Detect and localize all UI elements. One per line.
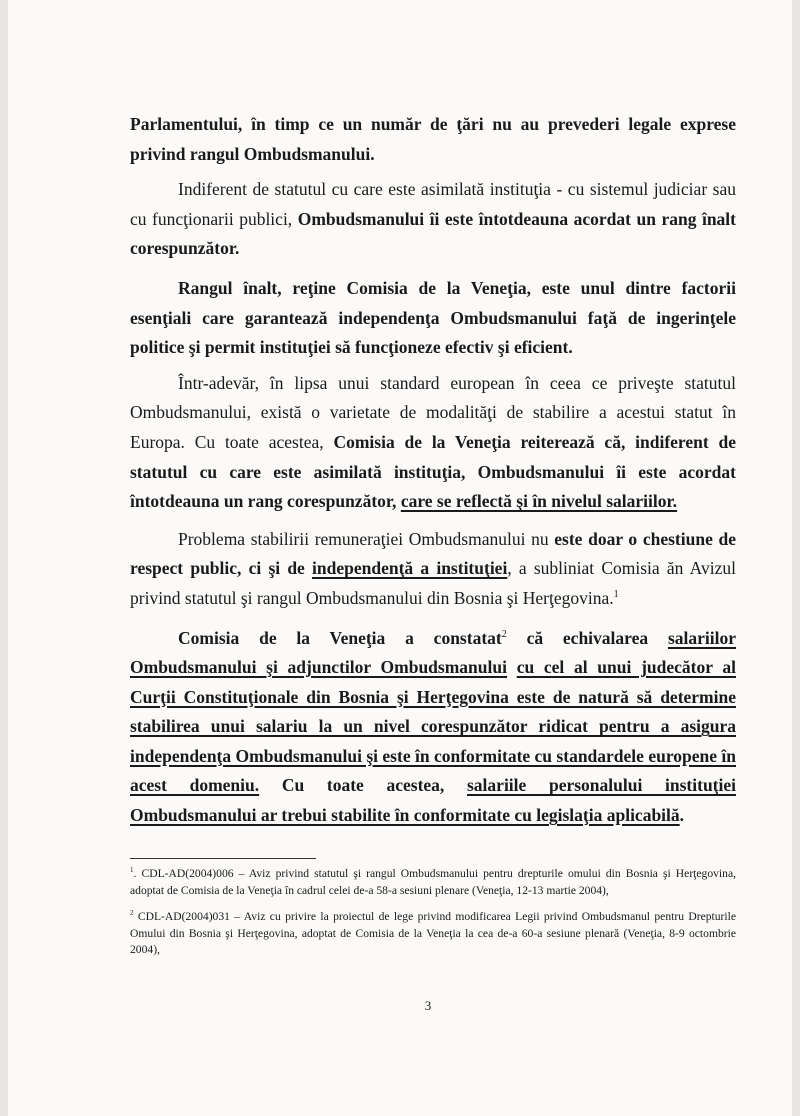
footnote-1: [130, 866, 736, 899]
text-run: Indiferent de statutul cu care este asimilată instituţia - cu sistemul judiciar sau cu funcţionarii publici,: [130, 179, 736, 229]
footnote-reference: 1: [613, 589, 619, 601]
footnote-separator: [130, 858, 316, 859]
text-run-styled: Cu toate acestea,: [259, 775, 467, 796]
text-run: [130, 114, 736, 164]
text-run: [178, 628, 502, 648]
footnote-number: 1: [130, 866, 134, 875]
footnotes-section: [130, 866, 736, 959]
paragraph-4: [130, 369, 736, 517]
text-run: , a subliniat Comisia ăn Avizul privind statutul şi rangul Ombudsmanului din Bosnia şi Herţegovina.: [130, 558, 736, 608]
text-run-styled: cu cel al unui judecător al Curţii Constituţionale din Bosnia şi Herţegovina este de natură să determine stabilirea unui salariu la un nivel corespunzător ridicat pentru a asigura independenţa Ombudsmanului şi este în conformitate cu standardele europene în acest domeniu.: [130, 657, 736, 796]
text-run: [680, 805, 684, 825]
text-run-styled: Parlamentului, în timp ce un număr de ţări nu au prevederi legale exprese privind rangul Ombudsmanului.: [130, 114, 736, 164]
text-run-styled: salariile personalului instituţiei Ombudsmanului ar trebui stabilite în conformitate cu legislaţia aplicabilă: [130, 775, 736, 826]
page-number: 3: [424, 998, 432, 1013]
paragraph-6: [130, 624, 736, 831]
text-run-styled: Rangul înalt, reţine Comisia de la Veneţia, este unul dintre factorii esenţiali care garantează independenţa Ombudsmanului faţă de ingerinţele politice şi permit instituţiei să funcţioneze efectiv şi eficient.: [130, 277, 736, 358]
footnote-text: . CDL-AD(2004)006 – Aviz privind statutul şi rangul Ombudsmanului pentru drepturile omului din Bosnia şi Herţegovina, adoptat de Comisia de la Veneţia în cadrul celei de-a 58-a sesiuni plenare (Veneţia, 12-13 martie 2004),: [130, 867, 736, 897]
paragraph-2: [130, 175, 736, 264]
text-run-styled: Comisia de la Veneţia reiterează că, indiferent de statutul cu care este asimilată instituţia, Ombudsmanului îi este acordat întotdeauna un rang corespunzător,: [130, 431, 736, 512]
text-run: Problema stabilirii remuneraţiei Ombudsmanului nu: [178, 528, 555, 549]
text-run-styled: salariilor Ombudsmanului şi adjunctilor Ombudsmanului: [130, 627, 736, 678]
text-run-styled: [507, 657, 517, 677]
text-run: [401, 491, 677, 511]
footnote-2: [130, 909, 736, 959]
paragraph-1: [130, 110, 736, 169]
text-run-styled: independenţă a instituţiei: [312, 558, 508, 579]
footnote-number: 2: [130, 909, 134, 918]
text-run: [259, 775, 467, 795]
text-run-styled: care se reflectă şi în nivelul salariilor.: [400, 491, 678, 512]
text-run-styled: că echivalarea: [506, 627, 668, 648]
footnote-reference: 2: [501, 628, 507, 640]
paragraph-5: [130, 525, 736, 614]
footnote-text: CDL-AD(2004)031 – Aviz cu privire la proiectul de lege privind modificarea Legii privind Ombudsmanul pentru Drepturile Omului din Bosnia şi Herţegovina, adoptat de Comisia de la Veneţia la cea de-a 60-a sesiune plenară (Veneţia, 8-9 octombrie 2004),: [130, 910, 736, 956]
text-run: [312, 558, 507, 578]
text-run: [507, 657, 517, 677]
paragraph-3: [130, 274, 736, 363]
text-run: [507, 628, 668, 648]
text-run: Într-adevăr, în lipsa unui standard european în ceea ce priveşte statutul Ombudsmanului, există o varietate de modalităţi de stabilire a acestui statut în Europa. Cu toate acestea,: [130, 372, 736, 452]
text-run-styled: Ombudsmanului îi este întotdeauna acordat un rang înalt corespunzător.: [130, 208, 736, 259]
document-body: [130, 110, 736, 831]
text-run-styled: Comisia de la Veneţia a constatat: [178, 627, 502, 648]
text-run-styled: .: [679, 805, 685, 826]
document-page: [8, 0, 792, 1116]
text-run-styled: este doar o chestiune de respect public, ci şi de: [130, 528, 736, 579]
text-run: [130, 278, 736, 357]
